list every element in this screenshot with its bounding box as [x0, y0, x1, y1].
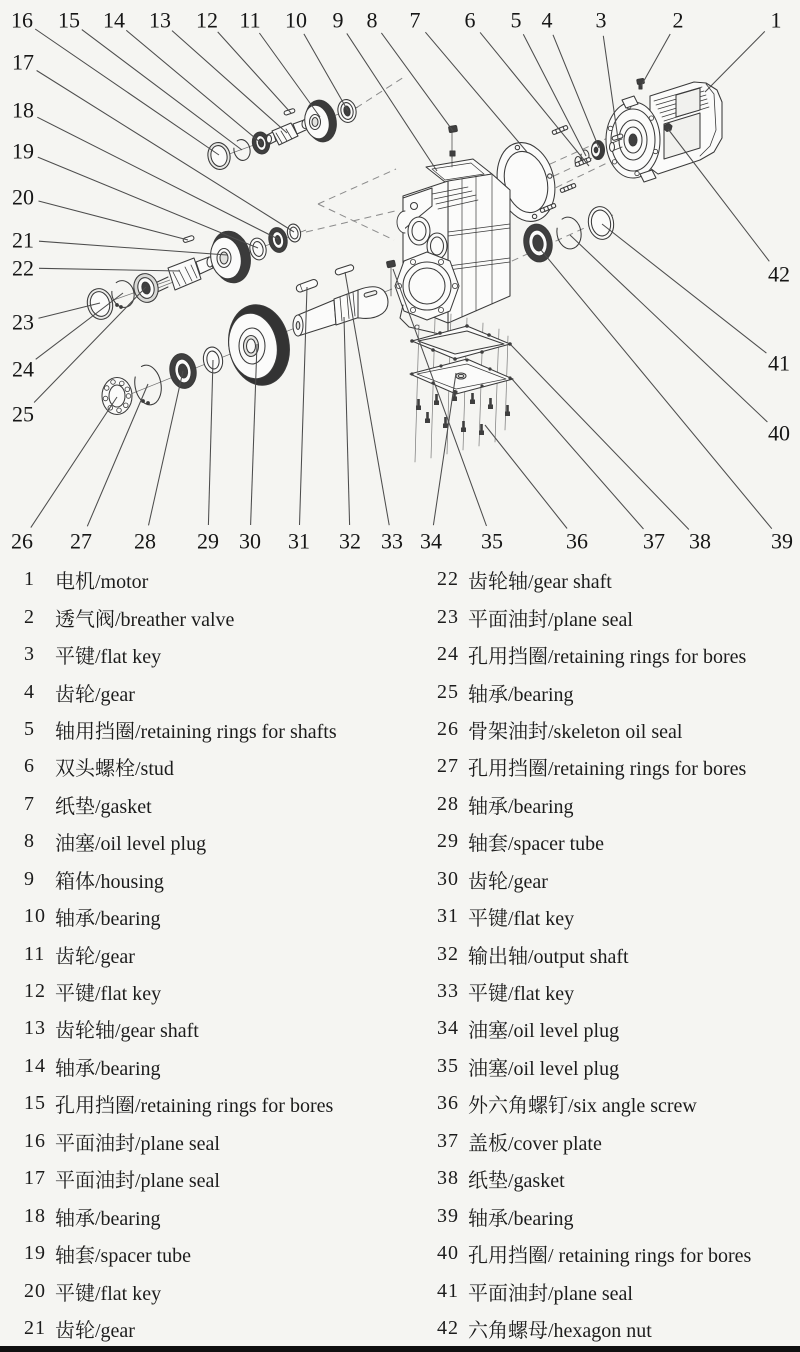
part-label: 孔用挡圈/ retaining rings for bores [468, 1245, 752, 1268]
spacer-tube-19-drawing [248, 237, 268, 262]
part-label: 齿轮/gear [55, 1319, 135, 1342]
callout-number-29: 29 [197, 528, 219, 554]
parts-list-item [437, 823, 797, 860]
parts-list-item [0, 898, 430, 935]
part-number: 31 [437, 905, 459, 928]
part-number: 22 [437, 568, 459, 591]
part-label: 轴套/spacer tube [55, 1245, 192, 1268]
part-number: 21 [24, 1316, 46, 1339]
parts-list-item [0, 1160, 430, 1197]
callout-number-18: 18 [12, 97, 34, 123]
callout-number-14: 14 [103, 7, 125, 33]
leader-line-2 [641, 34, 670, 86]
part-label: 孔用挡圈/retaining rings for bores [55, 1095, 334, 1118]
leader-line-26 [31, 397, 117, 528]
part-label: 骨架油封/skeleton oil seal [468, 720, 683, 743]
callout-number-8: 8 [366, 7, 378, 33]
callout-number-19: 19 [12, 138, 34, 164]
parts-list-item [437, 1197, 797, 1234]
leader-line-9 [347, 33, 437, 171]
leader-line-39 [541, 250, 772, 529]
motor-drawing [575, 78, 722, 182]
part-label: 纸垫/gasket [55, 795, 152, 818]
parts-list-item [0, 1235, 430, 1272]
callout-number-22: 22 [12, 255, 34, 281]
part-number: 1 [24, 568, 35, 591]
parts-list-item [437, 636, 797, 673]
part-label: 平键/flat key [468, 908, 575, 931]
part-label: 纸垫/gasket [468, 1170, 565, 1193]
leader-line-18 [37, 117, 278, 239]
part-label: 油塞/oil level plug [468, 1057, 620, 1080]
parts-list-item [0, 598, 430, 635]
part-number: 17 [24, 1167, 46, 1190]
parts-list-item [0, 973, 430, 1010]
part-number: 3 [24, 643, 35, 666]
callout-number-1: 1 [770, 7, 782, 33]
bearing-18-drawing [267, 226, 290, 254]
part-number: 13 [24, 1017, 46, 1040]
callout-number-4: 4 [541, 7, 553, 33]
part-number: 28 [437, 792, 459, 815]
callout-number-31: 31 [288, 528, 310, 554]
parts-list-item [0, 861, 430, 898]
output-shaft-assembly-drawing [84, 264, 388, 414]
part-number: 15 [24, 1092, 46, 1115]
callout-number-15: 15 [58, 7, 80, 33]
part-label: 轴承/bearing [55, 1057, 161, 1080]
part-number: 36 [437, 1092, 459, 1115]
part-label: 轴套/spacer tube [468, 833, 605, 856]
part-number: 7 [24, 792, 35, 815]
callout-number-6: 6 [464, 7, 476, 33]
part-label: 平键/flat key [55, 1282, 162, 1305]
part-label: 轴承/bearing [468, 683, 574, 706]
part-number: 25 [437, 680, 459, 703]
parts-list-item [437, 1160, 797, 1197]
parts-list-right [437, 561, 797, 1347]
part-number: 2 [24, 605, 35, 628]
part-number: 5 [24, 717, 35, 740]
callout-number-9: 9 [332, 7, 344, 33]
intermediate-shaft-assembly-drawing [150, 223, 302, 294]
part-number: 18 [24, 1204, 46, 1227]
callout-number-11: 11 [239, 7, 261, 33]
leader-line-40 [570, 235, 767, 422]
callout-number-25: 25 [12, 401, 34, 427]
breather-valve-drawing [637, 78, 645, 89]
callout-number-20: 20 [12, 184, 34, 210]
callout-number-7: 7 [409, 7, 421, 33]
part-number: 24 [437, 643, 459, 666]
parts-list-left [0, 561, 430, 1347]
retaining-ring-40-drawing [554, 215, 583, 251]
parts-list-item [437, 898, 797, 935]
part-label: 油塞/oil level plug [468, 1020, 620, 1043]
leader-line-8 [381, 33, 453, 131]
part-label: 轴用挡圈/retaining rings for shafts [55, 720, 337, 743]
callout-number-21: 21 [12, 227, 34, 253]
part-number: 37 [437, 1129, 459, 1152]
part-label: 平面油封/plane seal [55, 1132, 220, 1155]
leader-line-12 [218, 32, 291, 113]
parts-list-item [437, 861, 797, 898]
parts-list-item [437, 786, 797, 823]
gearbox-exploded-drawing [0, 0, 800, 560]
part-number: 8 [24, 830, 35, 853]
part-label: 轴承/bearing [468, 795, 574, 818]
part-label: 轴承/bearing [55, 1207, 161, 1230]
callout-number-26: 26 [11, 528, 33, 554]
parts-list-item [437, 1310, 797, 1347]
callout-number-36: 36 [566, 528, 588, 554]
part-label: 轴承/bearing [55, 908, 161, 931]
parts-list-item [437, 673, 797, 710]
callout-number-35: 35 [481, 528, 503, 554]
callout-number-12: 12 [196, 7, 218, 33]
part-number: 42 [437, 1316, 459, 1339]
gasket-38-drawing [410, 324, 512, 361]
leader-line-5 [523, 34, 586, 156]
callout-number-40: 40 [768, 420, 790, 446]
parts-list-item [0, 711, 430, 748]
part-label: 齿轮轴/gear shaft [468, 571, 612, 594]
callout-number-37: 37 [643, 528, 665, 554]
callout-number-41: 41 [768, 350, 790, 376]
callout-number-30: 30 [239, 528, 261, 554]
leader-line-29 [208, 360, 213, 525]
leader-line-15 [82, 30, 242, 150]
plane-seal-17-drawing [286, 223, 302, 243]
leader-line-10 [304, 34, 348, 111]
parts-list-item [0, 748, 430, 785]
part-number: 35 [437, 1054, 459, 1077]
part-number: 40 [437, 1242, 459, 1265]
part-number: 33 [437, 980, 459, 1003]
parts-list-item [0, 823, 430, 860]
part-number: 41 [437, 1279, 459, 1302]
parts-list-item [437, 935, 797, 972]
housing-drawing [386, 151, 510, 336]
part-label: 外六角螺钉/six angle screw [468, 1095, 697, 1118]
leader-line-20 [39, 201, 189, 240]
part-number: 16 [24, 1129, 46, 1152]
part-label: 孔用挡圈/retaining rings for bores [468, 758, 747, 781]
parts-list-item [0, 1310, 430, 1347]
part-label: 齿轮/gear [468, 870, 548, 893]
parts-list-item [437, 1085, 797, 1122]
leader-line-38 [511, 345, 689, 530]
part-number: 23 [437, 605, 459, 628]
gear-30-drawing [222, 300, 295, 390]
parts-list-item [0, 1123, 430, 1160]
flat-key-33-drawing [335, 264, 355, 276]
part-label: 平面油封/plane seal [468, 608, 633, 631]
callout-number-38: 38 [689, 528, 711, 554]
part-number: 32 [437, 942, 459, 965]
part-label: 平键/flat key [55, 646, 162, 669]
leader-line-21 [39, 241, 227, 255]
parts-list-item [437, 1123, 797, 1160]
part-number: 26 [437, 717, 459, 740]
parts-list-item [0, 786, 430, 823]
part-label: 平面油封/plane seal [468, 1282, 633, 1305]
leader-line-24 [36, 293, 123, 359]
plane-seal-23-drawing [84, 286, 116, 322]
part-number: 20 [24, 1279, 46, 1302]
plane-seal-16-drawing [205, 141, 232, 172]
bearing-39-drawing [521, 222, 555, 264]
exploded-view-diagram [0, 0, 800, 560]
callout-number-27: 27 [70, 528, 92, 554]
parts-list-item [437, 711, 797, 748]
part-number: 4 [24, 680, 35, 703]
plane-seal-41-drawing [586, 205, 616, 242]
part-number: 19 [24, 1242, 46, 1265]
gear-shaft-13-drawing [267, 120, 309, 146]
parts-list-item [0, 1010, 430, 1047]
part-number: 27 [437, 755, 459, 778]
leader-line-37 [512, 379, 644, 529]
leader-line-7 [425, 32, 527, 152]
part-number: 38 [437, 1167, 459, 1190]
motor-gear-drawing [592, 141, 605, 160]
parts-list-item [437, 1272, 797, 1309]
leader-line-22 [39, 268, 180, 271]
gear-shaft-22-drawing [150, 257, 213, 294]
leader-line-19 [38, 157, 258, 248]
part-label: 透气阀/breather valve [55, 608, 235, 631]
parts-list-item [0, 561, 430, 598]
part-label: 六角螺母/hexagon nut [468, 1319, 652, 1342]
part-number: 10 [24, 905, 46, 928]
callout-number-16: 16 [11, 7, 33, 33]
part-label: 轴承/bearing [468, 1207, 574, 1230]
parts-list-item [0, 673, 430, 710]
scan-edge-bar [0, 1346, 800, 1352]
callout-number-17: 17 [12, 49, 34, 75]
callout-number-33: 33 [381, 528, 403, 554]
part-label: 油塞/oil level plug [55, 833, 207, 856]
callout-number-32: 32 [339, 528, 361, 554]
bearing-25-drawing [131, 271, 161, 305]
part-number: 29 [437, 830, 459, 853]
callout-number-28: 28 [134, 528, 156, 554]
leader-line-42 [668, 129, 769, 261]
parts-list-item [437, 1235, 797, 1272]
callout-number-23: 23 [12, 309, 34, 335]
part-number: 9 [24, 867, 35, 890]
parts-list-item [437, 1010, 797, 1047]
input-shaft-assembly-drawing [205, 97, 358, 171]
part-label: 平键/flat key [468, 983, 575, 1006]
parts-list-item [0, 935, 430, 972]
gear-11-drawing [302, 97, 340, 144]
part-number: 39 [437, 1204, 459, 1227]
parts-list-item [437, 561, 797, 598]
parts-list-item [437, 748, 797, 785]
part-number: 12 [24, 980, 46, 1003]
part-label: 齿轮轴/gear shaft [55, 1020, 199, 1043]
part-label: 输出轴/output shaft [468, 945, 629, 968]
leader-line-32 [344, 317, 350, 525]
bottom-cover-assembly-drawing [410, 314, 513, 462]
leader-line-6 [480, 32, 589, 166]
callout-number-5: 5 [510, 7, 522, 33]
callout-number-39: 39 [771, 528, 793, 554]
parts-list-item [0, 1085, 430, 1122]
part-number: 34 [437, 1017, 459, 1040]
parts-list-item [0, 1048, 430, 1085]
part-number: 6 [24, 755, 35, 778]
part-label: 箱体/housing [55, 870, 164, 893]
leader-line-1 [705, 31, 765, 92]
part-label: 孔用挡圈/retaining rings for bores [468, 646, 747, 669]
part-label: 双头螺栓/stud [55, 758, 174, 781]
parts-list-item [0, 1197, 430, 1234]
part-label: 平键/flat key [55, 983, 162, 1006]
callout-number-42: 42 [768, 261, 790, 287]
leader-line-28 [149, 371, 184, 525]
parts-list-item [437, 973, 797, 1010]
part-number: 14 [24, 1054, 46, 1077]
skeleton-oil-seal-drawing [102, 378, 132, 415]
callout-number-10: 10 [285, 7, 307, 33]
part-number: 30 [437, 867, 459, 890]
part-number: 11 [24, 942, 46, 965]
callout-number-13: 13 [149, 7, 171, 33]
leader-line-13 [172, 31, 287, 133]
bearing-10-drawing [336, 98, 358, 124]
hexagon-nut-drawing [664, 124, 672, 132]
leader-line-36 [485, 425, 567, 529]
part-label: 平面油封/plane seal [55, 1170, 220, 1193]
parts-list-item [437, 1048, 797, 1085]
callout-number-34: 34 [420, 528, 442, 554]
leader-line-14 [126, 30, 261, 143]
part-label: 齿轮/gear [55, 683, 135, 706]
callout-number-24: 24 [12, 356, 34, 382]
parts-list-item [0, 636, 430, 673]
part-label: 盖板/cover plate [468, 1132, 602, 1155]
callout-number-3: 3 [595, 7, 607, 33]
part-label: 齿轮/gear [55, 945, 135, 968]
part-label: 电机/motor [55, 571, 149, 594]
callout-number-2: 2 [672, 7, 684, 33]
parts-list-item [0, 1272, 430, 1309]
parts-list-item [437, 598, 797, 635]
